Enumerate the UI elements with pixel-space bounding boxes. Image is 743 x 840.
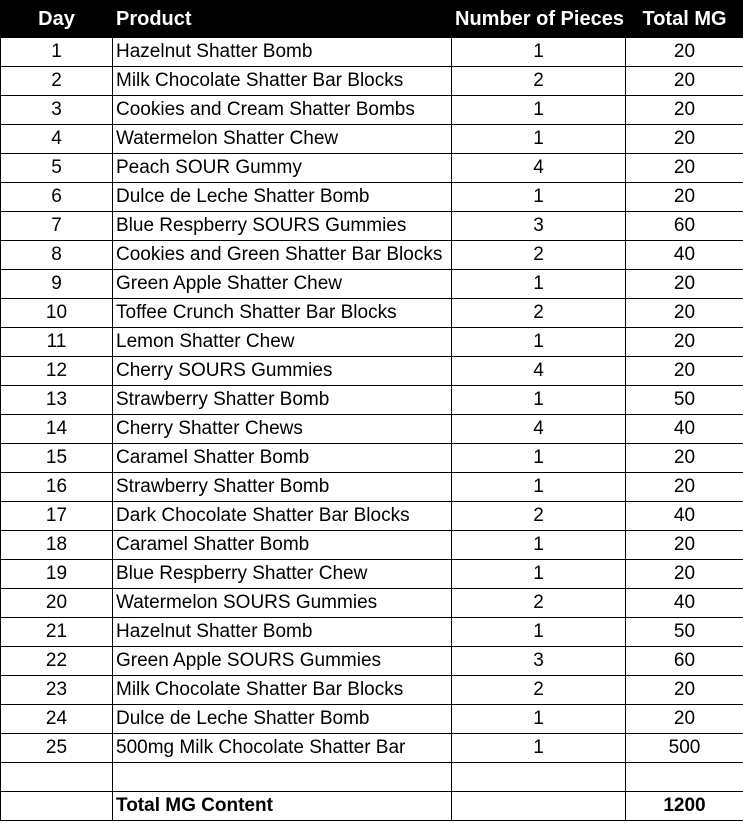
mg-cell: 40 <box>626 589 743 618</box>
product-cell: Watermelon SOURS Gummies <box>113 589 452 618</box>
pieces-cell: 1 <box>452 531 626 560</box>
pieces-cell: 2 <box>452 502 626 531</box>
day-cell: 10 <box>1 299 113 328</box>
product-cell: Dulce de Leche Shatter Bomb <box>113 705 452 734</box>
day-cell: 18 <box>1 531 113 560</box>
day-cell: 8 <box>1 241 113 270</box>
product-cell: Hazelnut Shatter Bomb <box>113 38 452 67</box>
product-cell: Toffee Crunch Shatter Bar Blocks <box>113 299 452 328</box>
day-cell: 7 <box>1 212 113 241</box>
table-row <box>1 589 743 618</box>
pieces-cell: 1 <box>452 386 626 415</box>
table-row <box>1 444 743 473</box>
table-body <box>1 38 743 763</box>
mg-cell: 20 <box>626 357 743 386</box>
product-cell: Cherry Shatter Chews <box>113 415 452 444</box>
blank-cell <box>626 763 743 792</box>
day-cell: 2 <box>1 67 113 96</box>
product-cell: Dark Chocolate Shatter Bar Blocks <box>113 502 452 531</box>
product-cell: Cherry SOURS Gummies <box>113 357 452 386</box>
pieces-cell: 4 <box>452 154 626 183</box>
product-cell: Cookies and Cream Shatter Bombs <box>113 96 452 125</box>
blank-cell <box>1 763 113 792</box>
mg-cell: 20 <box>626 328 743 357</box>
table-row <box>1 154 743 183</box>
mg-cell: 500 <box>626 734 743 763</box>
product-cell: Caramel Shatter Bomb <box>113 531 452 560</box>
day-cell: 21 <box>1 618 113 647</box>
table-header <box>1 1 743 38</box>
product-cell: Lemon Shatter Chew <box>113 328 452 357</box>
product-cell: Strawberry Shatter Bomb <box>113 386 452 415</box>
day-cell: 19 <box>1 560 113 589</box>
table-row <box>1 270 743 299</box>
table-row <box>1 676 743 705</box>
product-cell: Dulce de Leche Shatter Bomb <box>113 183 452 212</box>
mg-cell: 20 <box>626 444 743 473</box>
blank-cell <box>452 763 626 792</box>
day-cell: 6 <box>1 183 113 212</box>
table-row <box>1 560 743 589</box>
table-row <box>1 618 743 647</box>
table-row <box>1 125 743 154</box>
day-cell: 23 <box>1 676 113 705</box>
pieces-cell: 1 <box>452 705 626 734</box>
table-row <box>1 212 743 241</box>
table-row <box>1 734 743 763</box>
table-footer <box>1 763 743 821</box>
table-row <box>1 531 743 560</box>
total-label: Total MG Content <box>113 792 452 821</box>
pieces-cell: 1 <box>452 270 626 299</box>
product-cell: Strawberry Shatter Bomb <box>113 473 452 502</box>
pieces-cell: 2 <box>452 241 626 270</box>
mg-cell: 20 <box>626 705 743 734</box>
mg-cell: 40 <box>626 241 743 270</box>
day-cell: 15 <box>1 444 113 473</box>
product-cell: Milk Chocolate Shatter Bar Blocks <box>113 67 452 96</box>
mg-cell: 20 <box>626 299 743 328</box>
day-cell: 20 <box>1 589 113 618</box>
product-cell: Peach SOUR Gummy <box>113 154 452 183</box>
pieces-cell: 3 <box>452 647 626 676</box>
pieces-cell: 1 <box>452 328 626 357</box>
product-cell: Watermelon Shatter Chew <box>113 125 452 154</box>
header-day: Day <box>1 1 113 38</box>
total-row <box>1 792 743 821</box>
table-row <box>1 183 743 212</box>
header-total-mg: Total MG <box>626 1 743 38</box>
pieces-cell: 2 <box>452 676 626 705</box>
table-row <box>1 38 743 67</box>
pieces-cell: 1 <box>452 183 626 212</box>
pieces-cell: 1 <box>452 125 626 154</box>
table-row <box>1 96 743 125</box>
product-cell: 500mg Milk Chocolate Shatter Bar <box>113 734 452 763</box>
mg-cell: 20 <box>626 270 743 299</box>
mg-cell: 20 <box>626 531 743 560</box>
total-spacer-cell <box>452 792 626 821</box>
day-cell: 25 <box>1 734 113 763</box>
header-pieces: Number of Pieces <box>452 1 626 38</box>
mg-cell: 20 <box>626 154 743 183</box>
day-cell: 11 <box>1 328 113 357</box>
product-cell: Blue Respberry SOURS Gummies <box>113 212 452 241</box>
header-row <box>1 1 743 38</box>
blank-cell <box>113 763 452 792</box>
table-row <box>1 705 743 734</box>
table-row <box>1 299 743 328</box>
pieces-cell: 2 <box>452 589 626 618</box>
product-cell: Hazelnut Shatter Bomb <box>113 618 452 647</box>
day-cell: 3 <box>1 96 113 125</box>
table-row <box>1 67 743 96</box>
day-cell: 14 <box>1 415 113 444</box>
pieces-cell: 1 <box>452 734 626 763</box>
mg-cell: 20 <box>626 676 743 705</box>
mg-cell: 40 <box>626 415 743 444</box>
table-row <box>1 502 743 531</box>
mg-cell: 20 <box>626 38 743 67</box>
pieces-cell: 3 <box>452 212 626 241</box>
pieces-cell: 1 <box>452 473 626 502</box>
pieces-cell: 1 <box>452 560 626 589</box>
mg-cell: 50 <box>626 618 743 647</box>
day-cell: 13 <box>1 386 113 415</box>
day-cell: 4 <box>1 125 113 154</box>
mg-cell: 40 <box>626 502 743 531</box>
pieces-cell: 4 <box>452 415 626 444</box>
day-cell: 22 <box>1 647 113 676</box>
table-row <box>1 328 743 357</box>
mg-cell: 20 <box>626 96 743 125</box>
pieces-cell: 4 <box>452 357 626 386</box>
mg-cell: 60 <box>626 212 743 241</box>
day-cell: 24 <box>1 705 113 734</box>
total-spacer-cell <box>1 792 113 821</box>
day-cell: 16 <box>1 473 113 502</box>
table-row <box>1 415 743 444</box>
mg-cell: 20 <box>626 125 743 154</box>
table-row <box>1 647 743 676</box>
pieces-cell: 1 <box>452 38 626 67</box>
pieces-cell: 1 <box>452 444 626 473</box>
product-cell: Green Apple Shatter Chew <box>113 270 452 299</box>
header-product: Product <box>113 1 452 38</box>
product-cell: Blue Respberry Shatter Chew <box>113 560 452 589</box>
table-row <box>1 357 743 386</box>
product-cell: Green Apple SOURS Gummies <box>113 647 452 676</box>
day-cell: 9 <box>1 270 113 299</box>
mg-cell: 20 <box>626 183 743 212</box>
mg-cell: 50 <box>626 386 743 415</box>
product-cell: Cookies and Green Shatter Bar Blocks <box>113 241 452 270</box>
table-row <box>1 241 743 270</box>
table-row <box>1 386 743 415</box>
blank-row <box>1 763 743 792</box>
mg-cell: 20 <box>626 473 743 502</box>
pieces-cell: 2 <box>452 299 626 328</box>
day-cell: 12 <box>1 357 113 386</box>
mg-cell: 20 <box>626 67 743 96</box>
pieces-cell: 2 <box>452 67 626 96</box>
product-cell: Caramel Shatter Bomb <box>113 444 452 473</box>
total-value: 1200 <box>626 792 743 821</box>
day-cell: 5 <box>1 154 113 183</box>
mg-cell: 20 <box>626 560 743 589</box>
pieces-cell: 1 <box>452 96 626 125</box>
mg-cell: 60 <box>626 647 743 676</box>
pieces-cell: 1 <box>452 618 626 647</box>
table-row <box>1 473 743 502</box>
day-cell: 17 <box>1 502 113 531</box>
product-cell: Milk Chocolate Shatter Bar Blocks <box>113 676 452 705</box>
day-cell: 1 <box>1 38 113 67</box>
